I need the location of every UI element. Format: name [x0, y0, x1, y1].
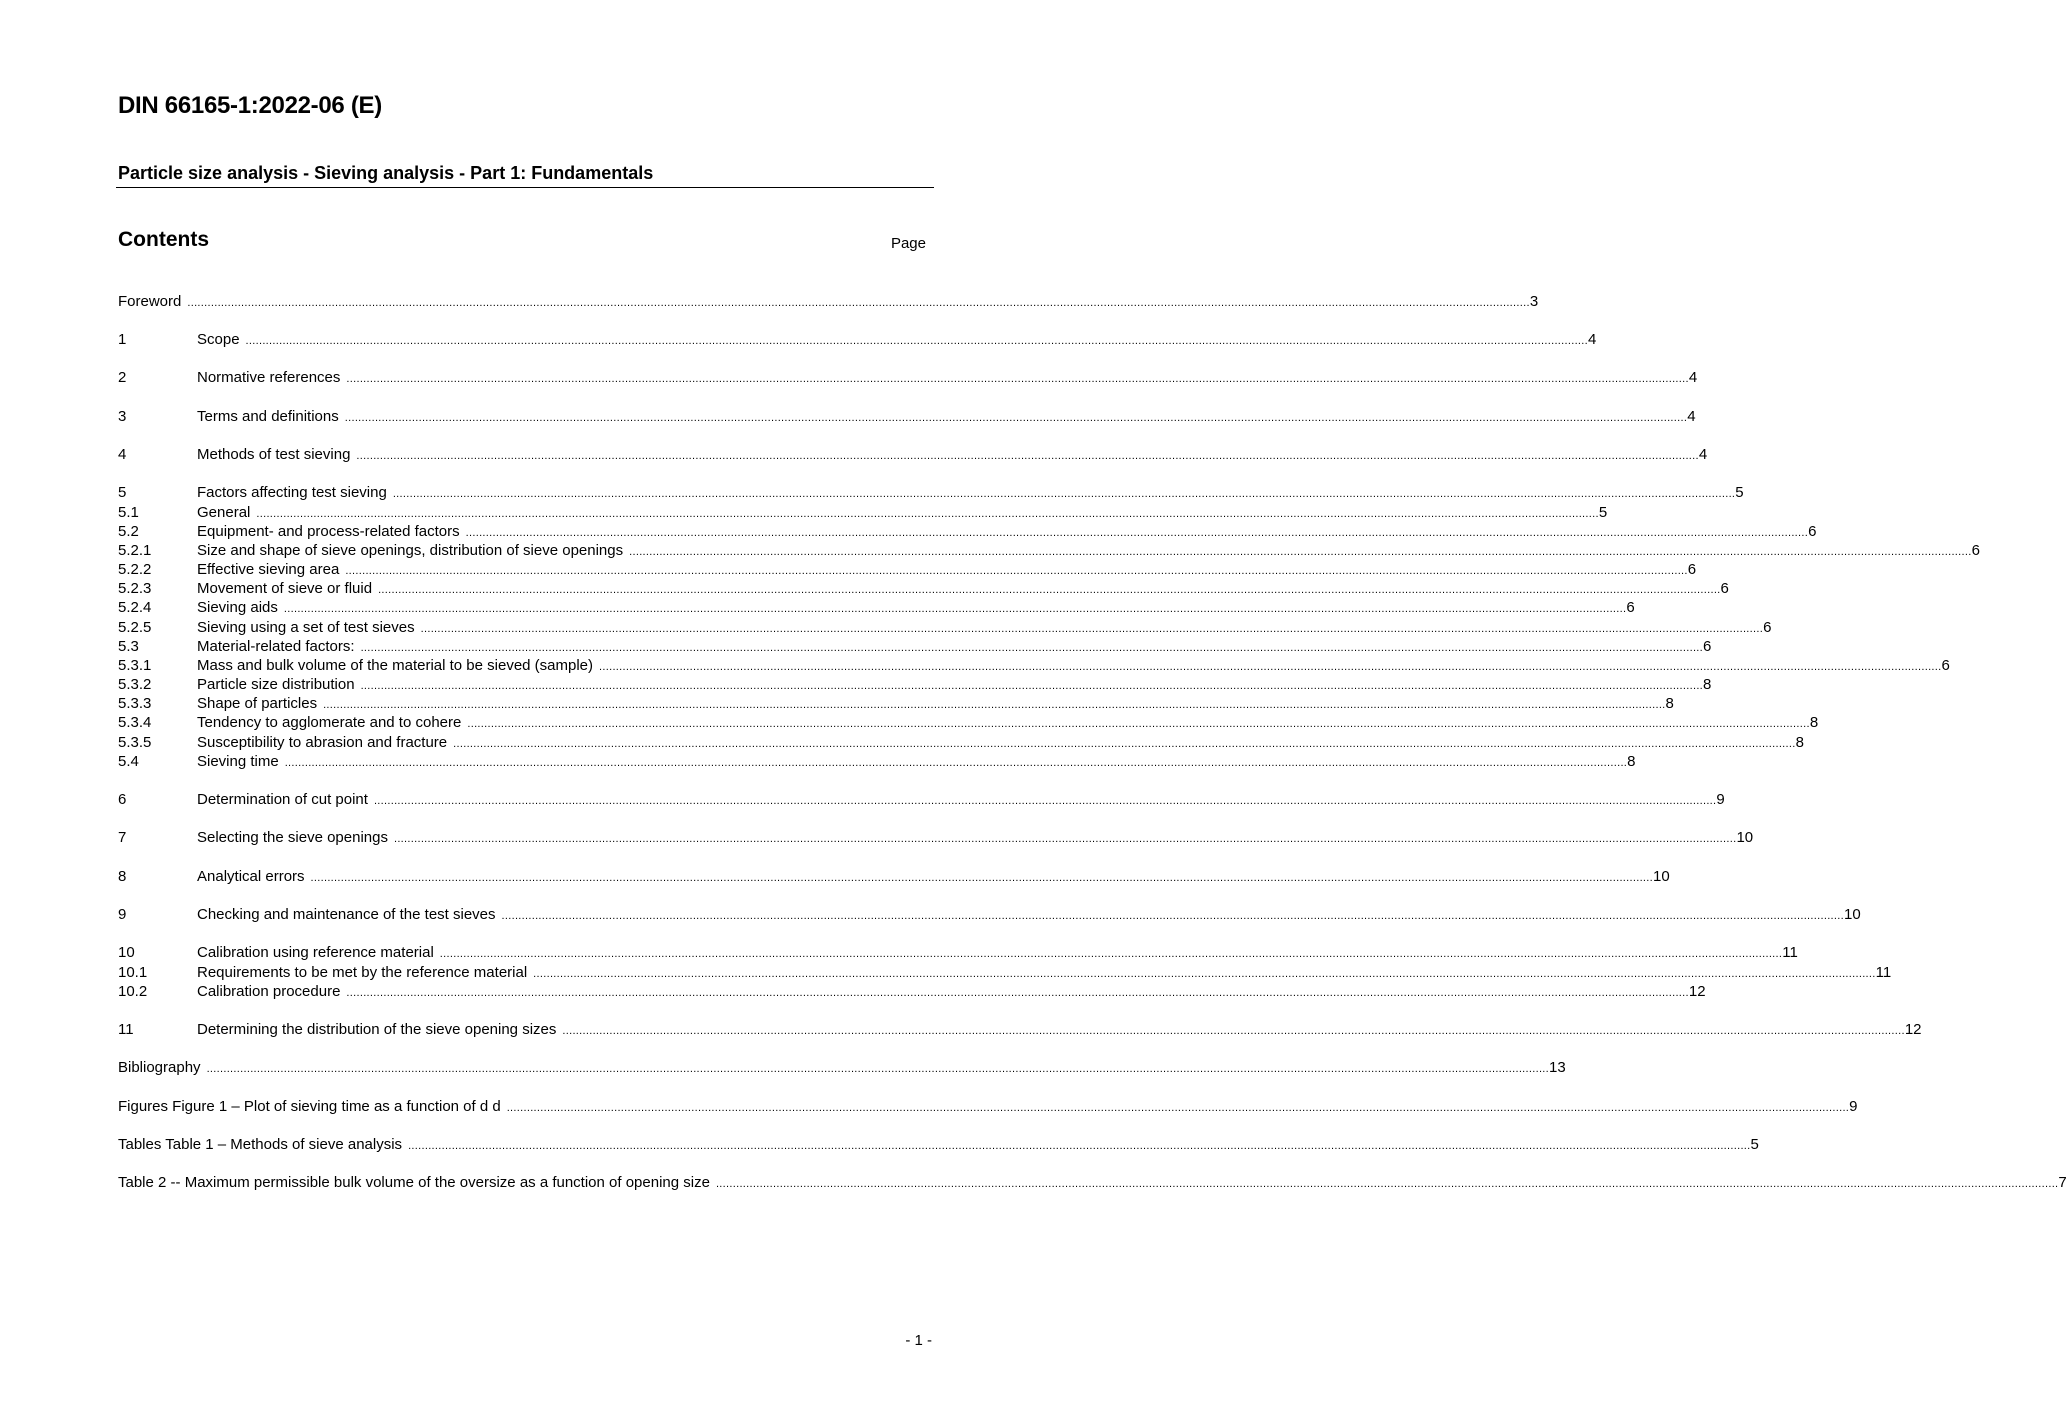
toc-entry-page: 8	[1795, 734, 1804, 751]
toc-entry-title: Sieving using a set of test sieves	[197, 619, 415, 636]
toc-entry-page: 5	[1735, 484, 1744, 501]
toc-dot-leader: ................................................................................................................................................................................................................................................................................................................................................................................................................	[187, 297, 1530, 309]
toc-entry-number: 5.2.3	[118, 580, 152, 597]
toc-dot-leader: ................................................................................................................................................................................................................................................................................................................................................................................................................	[310, 872, 1654, 884]
toc-dot-leader: ................................................................................................................................................................................................................................................................................................................................................................................................................	[501, 910, 1844, 922]
toc-dot-leader: ................................................................................................................................................................................................................................................................................................................................................................................................................	[506, 1102, 1850, 1114]
toc-entry-page: 3	[1529, 293, 1539, 310]
toc-entry[interactable]	[118, 368, 1698, 388]
toc-entry-number: 1	[118, 331, 127, 348]
toc-entry-title: Normative references	[197, 369, 341, 386]
toc-dot-leader: ................................................................................................................................................................................................................................................................................................................................................................................................................	[467, 718, 1810, 730]
toc-entry-title: Methods of test sieving	[197, 446, 351, 463]
toc-dot-leader: ................................................................................................................................................................................................................................................................................................................................................................................................................	[393, 833, 1737, 845]
toc-entry-title: Table 2 -- Maximum permissible bulk volume of the oversize as a function of opening size	[118, 1174, 710, 1191]
toc-entry-page: 8	[1809, 714, 1819, 731]
toc-entry-page: 4	[1688, 369, 1698, 386]
toc-entry-number: 10.1	[118, 964, 148, 981]
toc-dot-leader: ................................................................................................................................................................................................................................................................................................................................................................................................................	[283, 603, 1627, 615]
toc-entry[interactable]	[118, 1173, 2067, 1193]
toc-dot-leader: ................................................................................................................................................................................................................................................................................................................................................................................................................	[360, 642, 1704, 654]
toc-dot-leader: ................................................................................................................................................................................................................................................................................................................................................................................................................	[420, 623, 1764, 635]
toc-entry[interactable]	[118, 1135, 1759, 1155]
toc-entry-number: 5.3.1	[118, 657, 152, 674]
toc-entry-page: 10	[1653, 868, 1670, 885]
toc-dot-leader: ................................................................................................................................................................................................................................................................................................................................................................................................................	[344, 412, 1688, 424]
toc-entry-page: 5	[1598, 504, 1608, 521]
toc-dot-leader: ................................................................................................................................................................................................................................................................................................................................................................................................................	[245, 335, 1589, 347]
toc-entry-page: 6	[1626, 599, 1635, 616]
toc-dot-leader: ................................................................................................................................................................................................................................................................................................................................................................................................................	[599, 661, 1942, 673]
toc-entry-page: 9	[1849, 1098, 1858, 1115]
toc-entry[interactable]	[118, 905, 1861, 925]
toc-dot-leader: ................................................................................................................................................................................................................................................................................................................................................................................................................	[715, 1178, 2059, 1190]
title-divider	[116, 187, 934, 188]
toc-entry-page: 6	[1763, 619, 1772, 636]
contents-heading: Contents	[118, 228, 209, 251]
toc-entry[interactable]	[118, 1020, 1922, 1040]
toc-entry-page: 6	[1971, 542, 1980, 559]
toc-entry-page: 6	[1703, 638, 1712, 655]
toc-entry-number: 5.2.4	[118, 599, 152, 616]
toc-entry-title: Material-related factors:	[197, 638, 355, 655]
toc-entry-title: Bibliography	[118, 1059, 201, 1076]
toc-entry-page: 6	[1687, 561, 1697, 578]
document-title: DIN 66165-1:2022-06 (E)	[118, 92, 382, 119]
toc-entry-number: 11	[118, 1021, 134, 1038]
toc-entry-title: Terms and definitions	[197, 408, 339, 425]
toc-entry[interactable]	[118, 752, 1636, 772]
toc-entry[interactable]	[118, 790, 1725, 810]
toc-entry-number: 6	[118, 791, 127, 808]
toc-dot-leader: ................................................................................................................................................................................................................................................................................................................................................................................................................	[360, 680, 1704, 692]
toc-entry-title: Particle size distribution	[197, 676, 355, 693]
page-number: - 1 -	[905, 1332, 932, 1349]
toc-entry-number: 2	[118, 369, 127, 386]
toc-entry-title: Movement of sieve or fluid	[197, 580, 373, 597]
toc-dot-leader: ................................................................................................................................................................................................................................................................................................................................................................................................................	[256, 508, 1599, 520]
toc-entry-number: 10.2	[118, 983, 148, 1000]
toc-entry[interactable]	[118, 694, 1674, 714]
toc-dot-leader: ................................................................................................................................................................................................................................................................................................................................................................................................................	[373, 795, 1717, 807]
toc-entry-number: 7	[118, 829, 127, 846]
toc-entry-title: Figures Figure 1 – Plot of sieving time as a function of d d	[118, 1098, 501, 1115]
toc-entry-title: Mass and bulk volume of the material to be sieved (sample)	[197, 657, 594, 674]
toc-entry-number: 5.3	[118, 638, 139, 655]
toc-entry[interactable]	[118, 407, 1696, 427]
toc-entry[interactable]	[118, 1097, 1858, 1117]
toc-entry[interactable]	[118, 541, 1980, 561]
toc-entry-page: 11	[1782, 944, 1798, 961]
toc-entry[interactable]	[118, 982, 1706, 1002]
toc-entry-title: Scope	[197, 331, 240, 348]
toc-entry-page: 11	[1875, 964, 1892, 981]
toc-entry-number: 3	[118, 408, 127, 425]
toc-entry-title: Sieving aids	[197, 599, 278, 616]
toc-entry-title: Analytical errors	[197, 868, 305, 885]
toc-entry[interactable]	[118, 618, 1772, 638]
toc-entry-number: 5.3.5	[118, 734, 152, 751]
toc-entry[interactable]	[118, 963, 1892, 983]
page-column-heading: Page	[890, 235, 926, 252]
toc-entry-page: 4	[1687, 408, 1696, 425]
toc-entry-number: 5.4	[118, 753, 139, 770]
toc-entry-number: 4	[118, 446, 127, 463]
toc-entry-page: 6	[1720, 580, 1729, 597]
toc-dot-leader: ................................................................................................................................................................................................................................................................................................................................................................................................................	[356, 450, 1699, 462]
toc-entry[interactable]	[118, 713, 1819, 733]
toc-entry-number: 5	[118, 484, 127, 501]
toc-entry-title: Susceptibility to abrasion and fracture	[197, 734, 448, 751]
toc-entry[interactable]	[118, 483, 1744, 503]
toc-entry-page: 8	[1627, 753, 1636, 770]
toc-entry-page: 4	[1698, 446, 1708, 463]
toc-dot-leader: ................................................................................................................................................................................................................................................................................................................................................................................................................	[345, 565, 1688, 577]
toc-entry-page: 8	[1703, 676, 1712, 693]
toc-entry-number: 9	[118, 906, 127, 923]
toc-entry-title: Effective sieving area	[197, 561, 340, 578]
toc-entry[interactable]	[118, 637, 1712, 657]
toc-entry-title: Factors affecting test sieving	[197, 484, 387, 501]
toc-entry-number: 5.3.2	[118, 676, 152, 693]
toc-entry-title: Equipment- and process-related factors	[197, 523, 460, 540]
toc-entry-title: Size and shape of sieve openings, distribution of sieve openings	[197, 542, 624, 559]
toc-entry-title: Shape of particles	[197, 695, 318, 712]
toc-dot-leader: ................................................................................................................................................................................................................................................................................................................................................................................................................	[562, 1025, 1905, 1037]
toc-entry[interactable]	[118, 867, 1670, 887]
toc-entry-page: 7	[2058, 1174, 2067, 1191]
toc-entry-title: Tendency to agglomerate and to cohere	[197, 714, 462, 731]
toc-entry-title: Selecting the sieve openings	[197, 829, 388, 846]
toc-entry-title: General	[197, 504, 251, 521]
toc-entry-number: 5.2.2	[118, 561, 152, 578]
toc-entry-title: Calibration using reference material	[197, 944, 434, 961]
toc-entry-number: 5.3.4	[118, 714, 152, 731]
toc-dot-leader: ................................................................................................................................................................................................................................................................................................................................................................................................................	[408, 1140, 1751, 1152]
toc-dot-leader: ................................................................................................................................................................................................................................................................................................................................................................................................................	[346, 373, 1689, 385]
toc-entry-title: Calibration procedure	[197, 983, 341, 1000]
toc-entry[interactable]	[118, 560, 1697, 580]
toc-entry[interactable]	[118, 675, 1712, 695]
toc-entry[interactable]	[118, 1058, 1566, 1078]
toc-entry-page: 9	[1716, 791, 1725, 808]
toc-entry[interactable]	[118, 503, 1608, 523]
toc-entry-number: 5.3.3	[118, 695, 152, 712]
toc-entry-page: 12	[1904, 1021, 1922, 1038]
toc-entry-title: Sieving time	[197, 753, 279, 770]
toc-entry-title: Requirements to be met by the reference material	[197, 964, 528, 981]
toc-entry-number: 10	[118, 944, 135, 961]
toc-entry[interactable]	[118, 445, 1708, 465]
toc-dot-leader: ................................................................................................................................................................................................................................................................................................................................................................................................................	[629, 546, 1972, 558]
toc-entry[interactable]	[118, 579, 1729, 599]
toc-dot-leader: ................................................................................................................................................................................................................................................................................................................................................................................................................	[323, 699, 1666, 711]
toc-entry-number: 8	[118, 868, 127, 885]
toc-entry-page: 12	[1688, 983, 1706, 1000]
toc-entry-page: 10	[1736, 829, 1754, 846]
toc-entry-title: Checking and maintenance of the test sieves	[197, 906, 496, 923]
toc-entry-page: 6	[1808, 523, 1817, 540]
toc-entry[interactable]	[118, 733, 1804, 753]
toc-entry[interactable]	[118, 522, 1817, 542]
toc-entry[interactable]	[118, 943, 1798, 963]
toc-entry[interactable]	[118, 292, 1539, 312]
toc-dot-leader: ................................................................................................................................................................................................................................................................................................................................................................................................................	[465, 527, 1809, 539]
toc-entry[interactable]	[118, 656, 1950, 676]
toc-entry-page: 10	[1843, 906, 1861, 923]
toc-dot-leader: ................................................................................................................................................................................................................................................................................................................................................................................................................	[206, 1063, 1550, 1075]
toc-dot-leader: ................................................................................................................................................................................................................................................................................................................................................................................................................	[346, 987, 1689, 999]
toc-entry-title: Tables Table 1 – Methods of sieve analysis	[118, 1136, 403, 1153]
toc-entry-page: 8	[1665, 695, 1674, 712]
toc-entry-title: Determination of cut point	[197, 791, 368, 808]
toc-entry[interactable]	[118, 828, 1754, 848]
toc-dot-leader: ................................................................................................................................................................................................................................................................................................................................................................................................................	[533, 968, 1876, 980]
toc-dot-leader: ................................................................................................................................................................................................................................................................................................................................................................................................................	[378, 584, 1721, 596]
toc-entry-number: 5.2	[118, 523, 139, 540]
toc-entry-page: 5	[1750, 1136, 1759, 1153]
toc-entry-number: 5.2.1	[118, 542, 152, 559]
toc-entry[interactable]	[118, 330, 1597, 350]
toc-entry-number: 5.2.5	[118, 619, 152, 636]
toc-entry-page: 13	[1549, 1059, 1566, 1076]
toc-entry-title: Foreword	[118, 293, 182, 310]
toc-entry[interactable]	[118, 598, 1635, 618]
toc-entry-page: 6	[1941, 657, 1950, 674]
document-subtitle: Particle size analysis - Sieving analysis - Part 1: Fundamentals	[118, 163, 654, 183]
toc-entry-title: Determining the distribution of the sieve opening sizes	[197, 1021, 557, 1038]
toc-dot-leader: ................................................................................................................................................................................................................................................................................................................................................................................................................	[453, 738, 1796, 750]
toc-dot-leader: ................................................................................................................................................................................................................................................................................................................................................................................................................	[284, 757, 1628, 769]
toc-entry-page: 4	[1588, 331, 1597, 348]
toc-entry-number: 5.1	[118, 504, 139, 521]
toc-dot-leader: ................................................................................................................................................................................................................................................................................................................................................................................................................	[392, 488, 1736, 500]
toc-dot-leader: ................................................................................................................................................................................................................................................................................................................................................................................................................	[439, 948, 1783, 960]
